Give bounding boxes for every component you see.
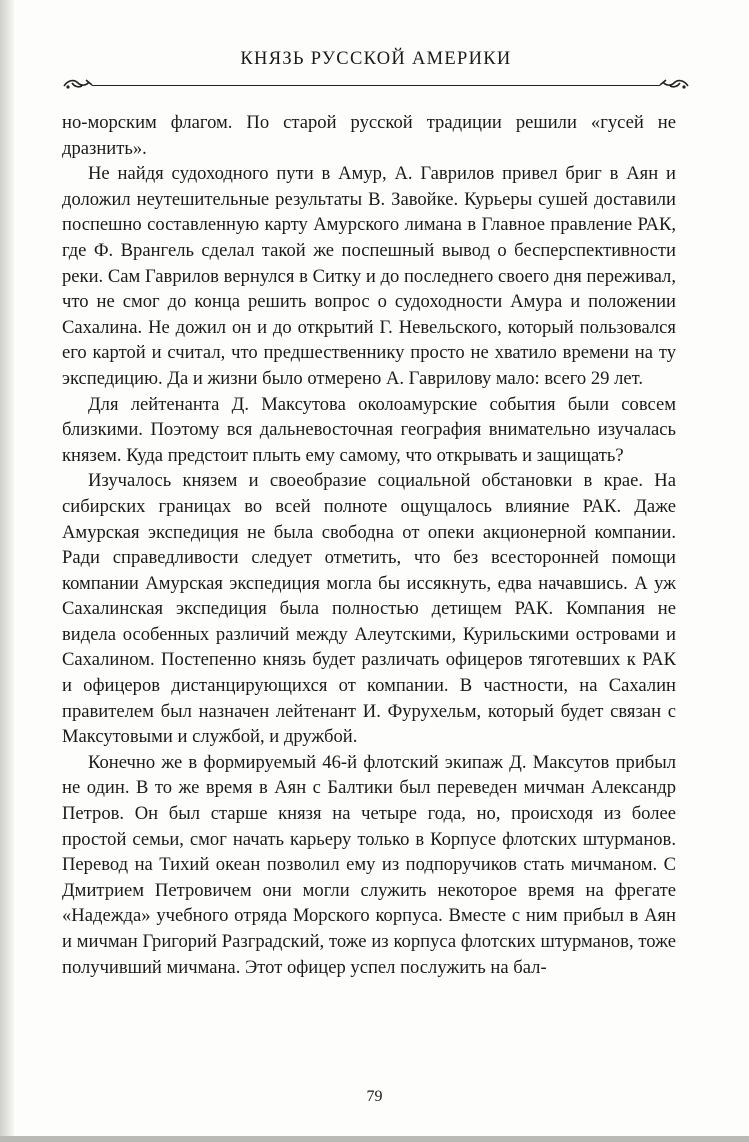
header-rule-line: [92, 85, 660, 86]
page-gutter-shadow: [0, 0, 14, 1142]
left-ornament-icon: [62, 74, 96, 94]
paragraph-5: Конечно же в формируемый 46-й флотский экипаж Д. Максутов прибыл не один. В то же время в Аян с Балтики был переведен мичман Александр Петров. Он был старше князя на четыре года, но, происходя из более простой семьи, смог начать карьеру только в Корпусе флотских штурманов. Перевод на Тихий океан позволил ему из подпоручиков стать мичманом. С Дмитрием Петровичем они могли служить некоторое время на фрегате «Надежда» учебного отряда Морского корпуса. Вместе с ним прибыл в Аян и мичман Григорий Разградский, тоже из корпуса флотских штурманов, тоже получивший мичмана. Этот офицер успел послужить на бал-: [62, 751, 676, 978]
right-ornament-icon: [656, 74, 690, 94]
header-rule: [62, 74, 690, 94]
paragraph-1: но-морским флагом. По старой русской традиции решили «гусей не дразнить».: [62, 112, 676, 159]
body-text: [62, 110, 676, 980]
scan-bottom-edge: [0, 1136, 749, 1142]
paragraph-3: Для лейтенанта Д. Максутова околоамурские события были совсем близкими. Поэтому вся дальневосточная география внимательно изучалась князем. Куда предстоит плыть ему самому, что открывать и защищать?: [62, 393, 676, 466]
page-number: 79: [366, 1088, 383, 1105]
paragraph-2: Не найдя судоходного пути в Амур, А. Гаврилов привел бриг в Аян и доложил неутешительные результаты В. Завойке. Курьеры сушей доставили поспешно составленную карту Амурского лимана в Главное правление РАК, где Ф. Врангель сделал такой же поспешный вывод о бесперспективности реки. Сам Гаврилов вернулся в Ситку и до последнего своего дня переживал, что не смог до конца решить вопрос о судоходности Амура и положении Сахалина. Не дожил он и до открытий Г. Невельского, который пользовался его картой и считал, что предшественнику просто не хватило времени на ту экспедицию. Да и жизни было отмерено А. Гаврилову мало: всего 29 лет.: [62, 163, 676, 389]
page-header: [62, 46, 690, 94]
paragraph-4: Изучалось князем и своеобразие социальной обстановки в крае. На сибирских границах во всей полноте ощущалось влияние РАК. Даже Амурская экспедиция не была свободна от опеки акционерной компании. Ради справедливости следует отметить, что без всесторонней помощи компании Амурская экспедиция могла бы иссякнуть, едва начавшись. А уж Сахалинская экспедиция была полностью детищем РАК. Компания не видела особенных различий между Алеутскими, Курильскими островами и Сахалином. Постепенно князь будет различать офицеров тяготевших к РАК и офицеров дистанцирующихся от компании. В частности, на Сахалин правителем был назначен лейтенант И. Фурухельм, который будет связан с Максутовыми и службой, и дружбой.: [62, 470, 676, 748]
running-title: КНЯЗЬ РУССКОЙ АМЕРИКИ: [240, 49, 512, 69]
